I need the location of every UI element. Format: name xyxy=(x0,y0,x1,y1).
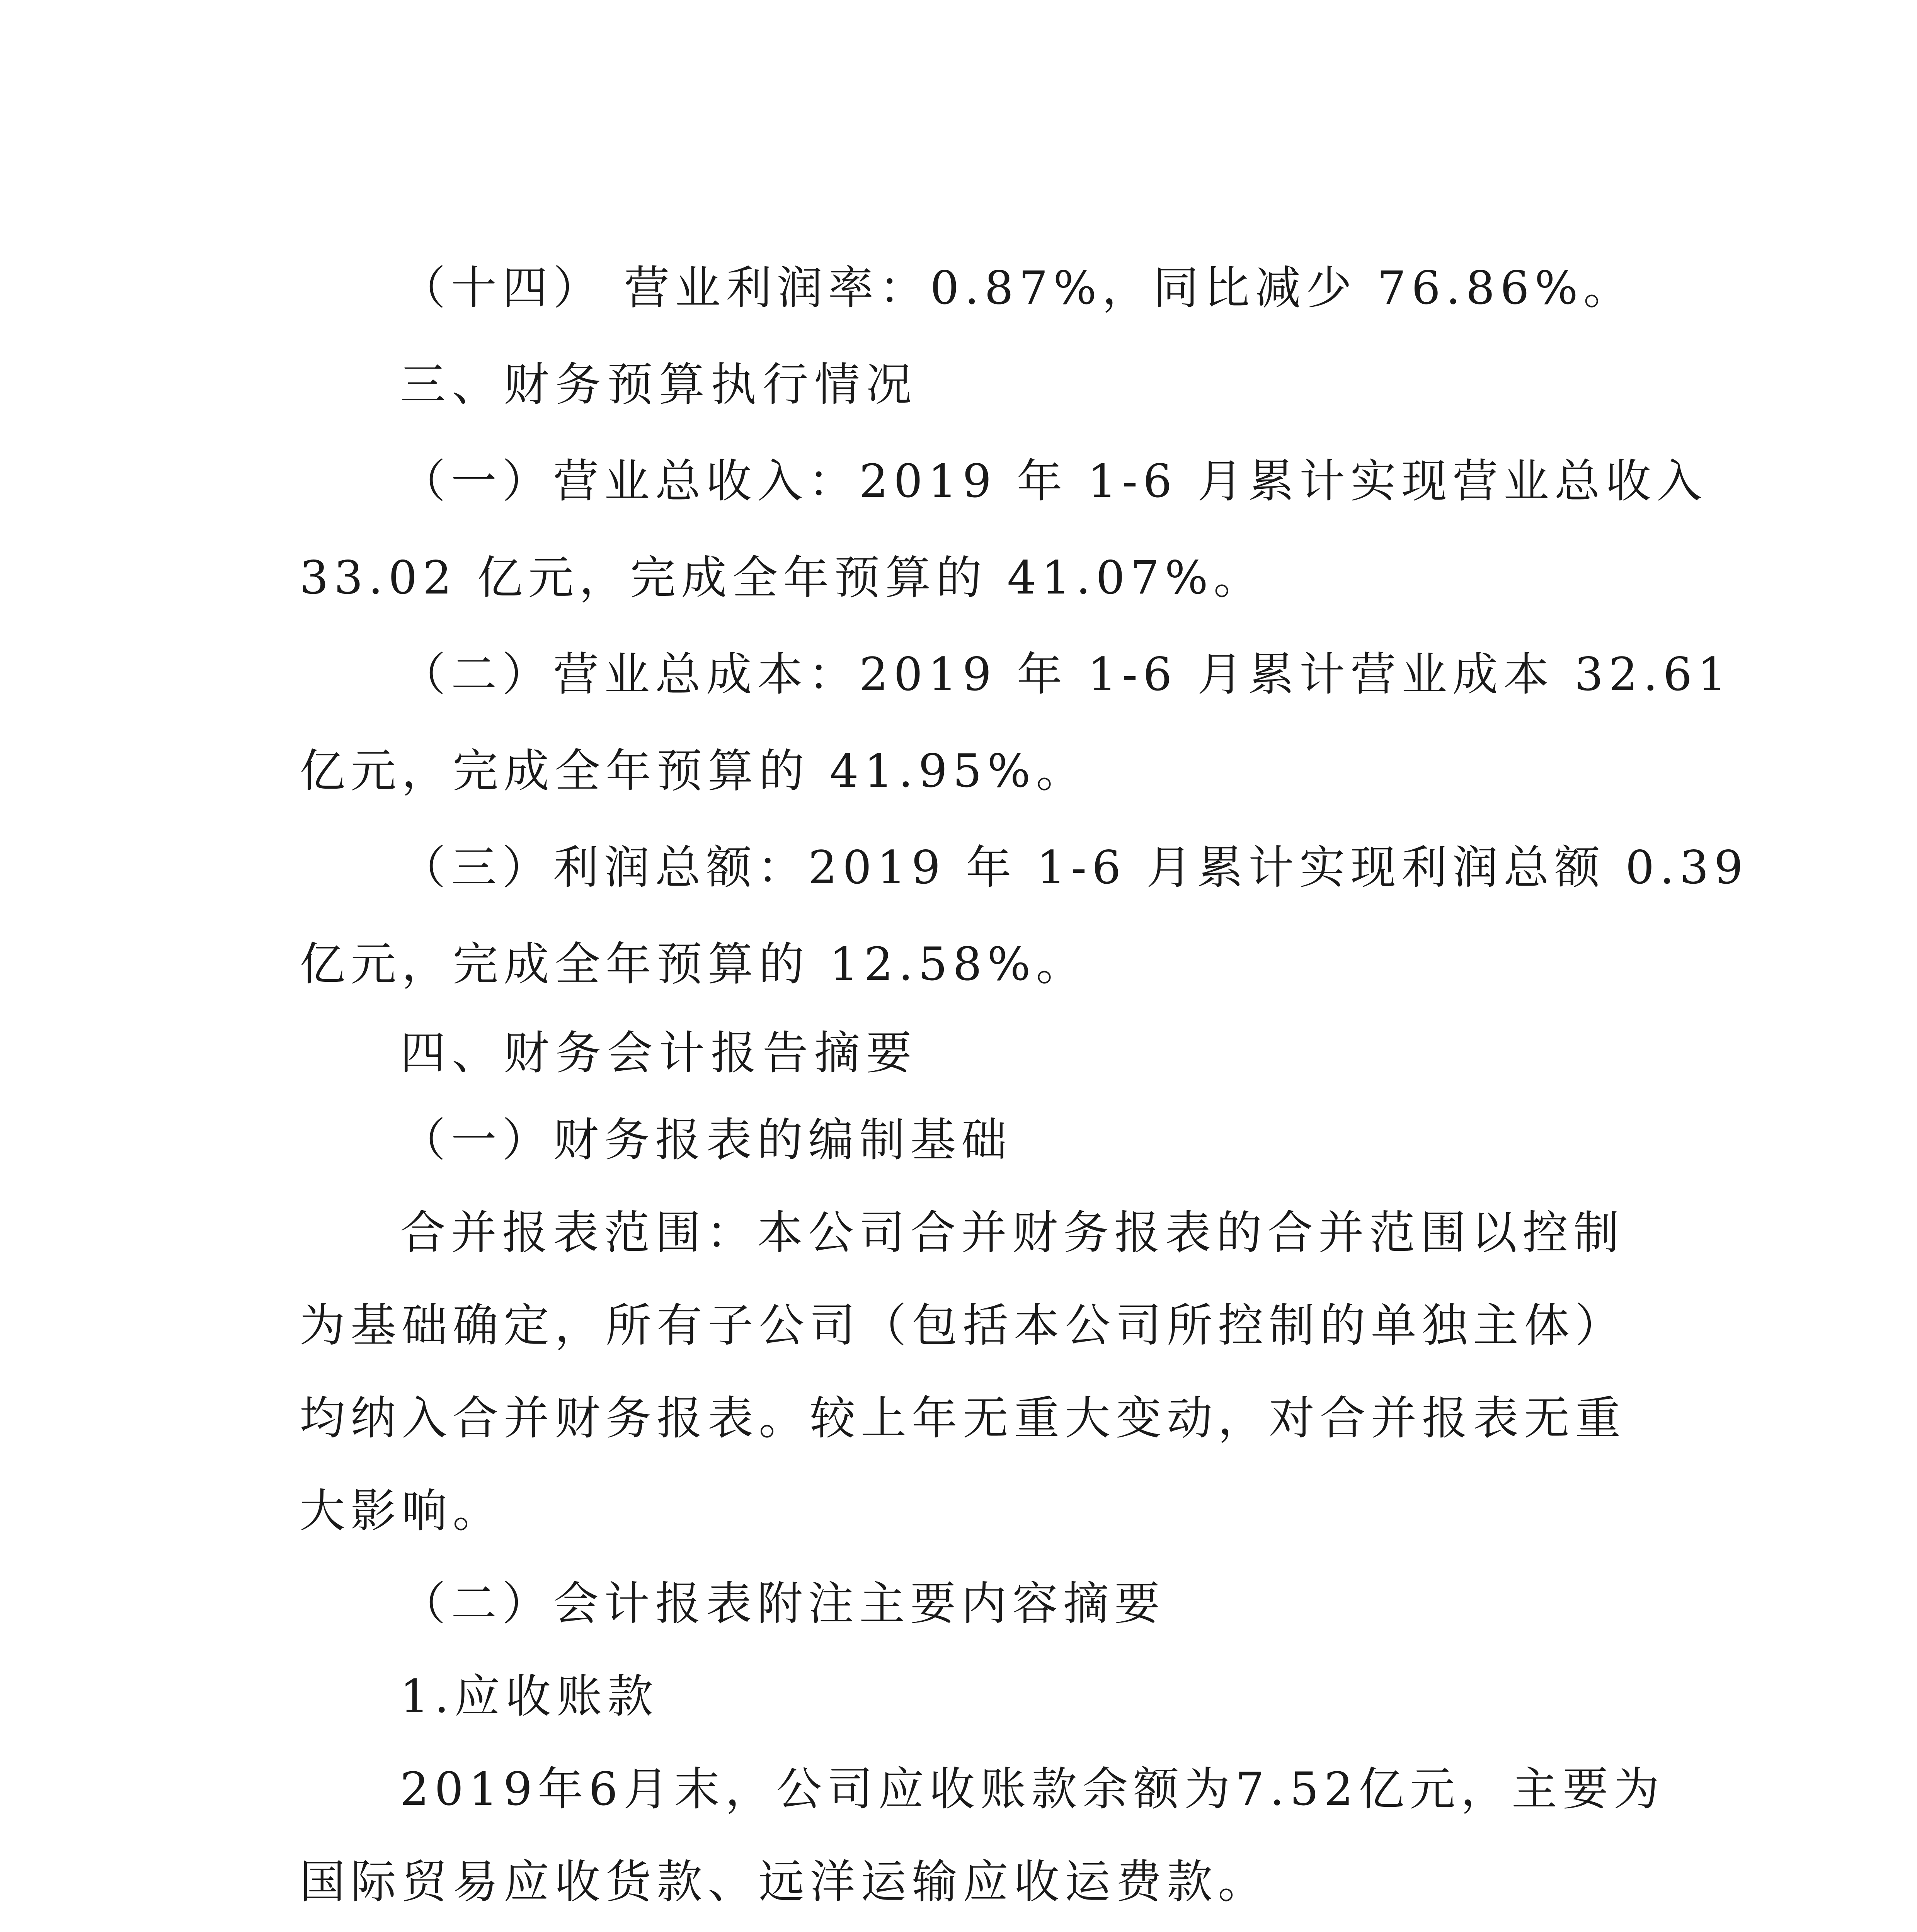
consolidation-scope-line-3: 均纳入合并财务报表。较上年无重大变动，对合并报表无重 xyxy=(300,1391,1626,1445)
consolidation-scope-line-4: 大影响。 xyxy=(300,1484,504,1537)
total-profit-line-2: 亿元，完成全年预算的 12.58%。 xyxy=(300,937,1087,991)
accounts-receivable-heading: 1.应收账款 xyxy=(400,1670,659,1723)
subsection-statement-basis-heading: （一）财务报表的编制基础 xyxy=(400,1113,1013,1167)
total-cost-line-1: （二）营业总成本：2019 年 1-6 月累计营业成本 32.61 xyxy=(400,648,1732,701)
total-revenue-line-1: （一）营业总收入：2019 年 1-6 月累计实现营业总收入 xyxy=(400,454,1708,508)
section-three-heading: 三、财务预算执行情况 xyxy=(400,358,918,411)
consolidation-scope-line-1: 合并报表范围：本公司合并财务报表的合并范围以控制 xyxy=(400,1206,1625,1259)
accounts-receivable-line-1: 2019年6月末，公司应收账款余额为7.52亿元，主要为 xyxy=(400,1762,1665,1816)
subsection-notes-heading: （二）会计报表附注主要内容摘要 xyxy=(400,1577,1166,1630)
total-revenue-line-2: 33.02 亿元，完成全年预算的 41.07%。 xyxy=(300,551,1265,604)
total-profit-line-1: （三）利润总额：2019 年 1-6 月累计实现利润总额 0.39 xyxy=(400,841,1749,894)
operating-profit-rate-line: （十四） 营业利润率：0.87%，同比减少 76.86%。 xyxy=(400,261,1634,315)
consolidation-scope-line-2: 为基础确定，所有子公司（包括本公司所控制的单独主体） xyxy=(300,1299,1626,1352)
section-four-heading: 四、财务会计报告摘要 xyxy=(400,1026,918,1080)
total-cost-line-2: 亿元，完成全年预算的 41.95%。 xyxy=(300,744,1087,798)
accounts-receivable-line-2: 国际贸易应收货款、远洋运输应收运费款。 xyxy=(300,1855,1269,1908)
